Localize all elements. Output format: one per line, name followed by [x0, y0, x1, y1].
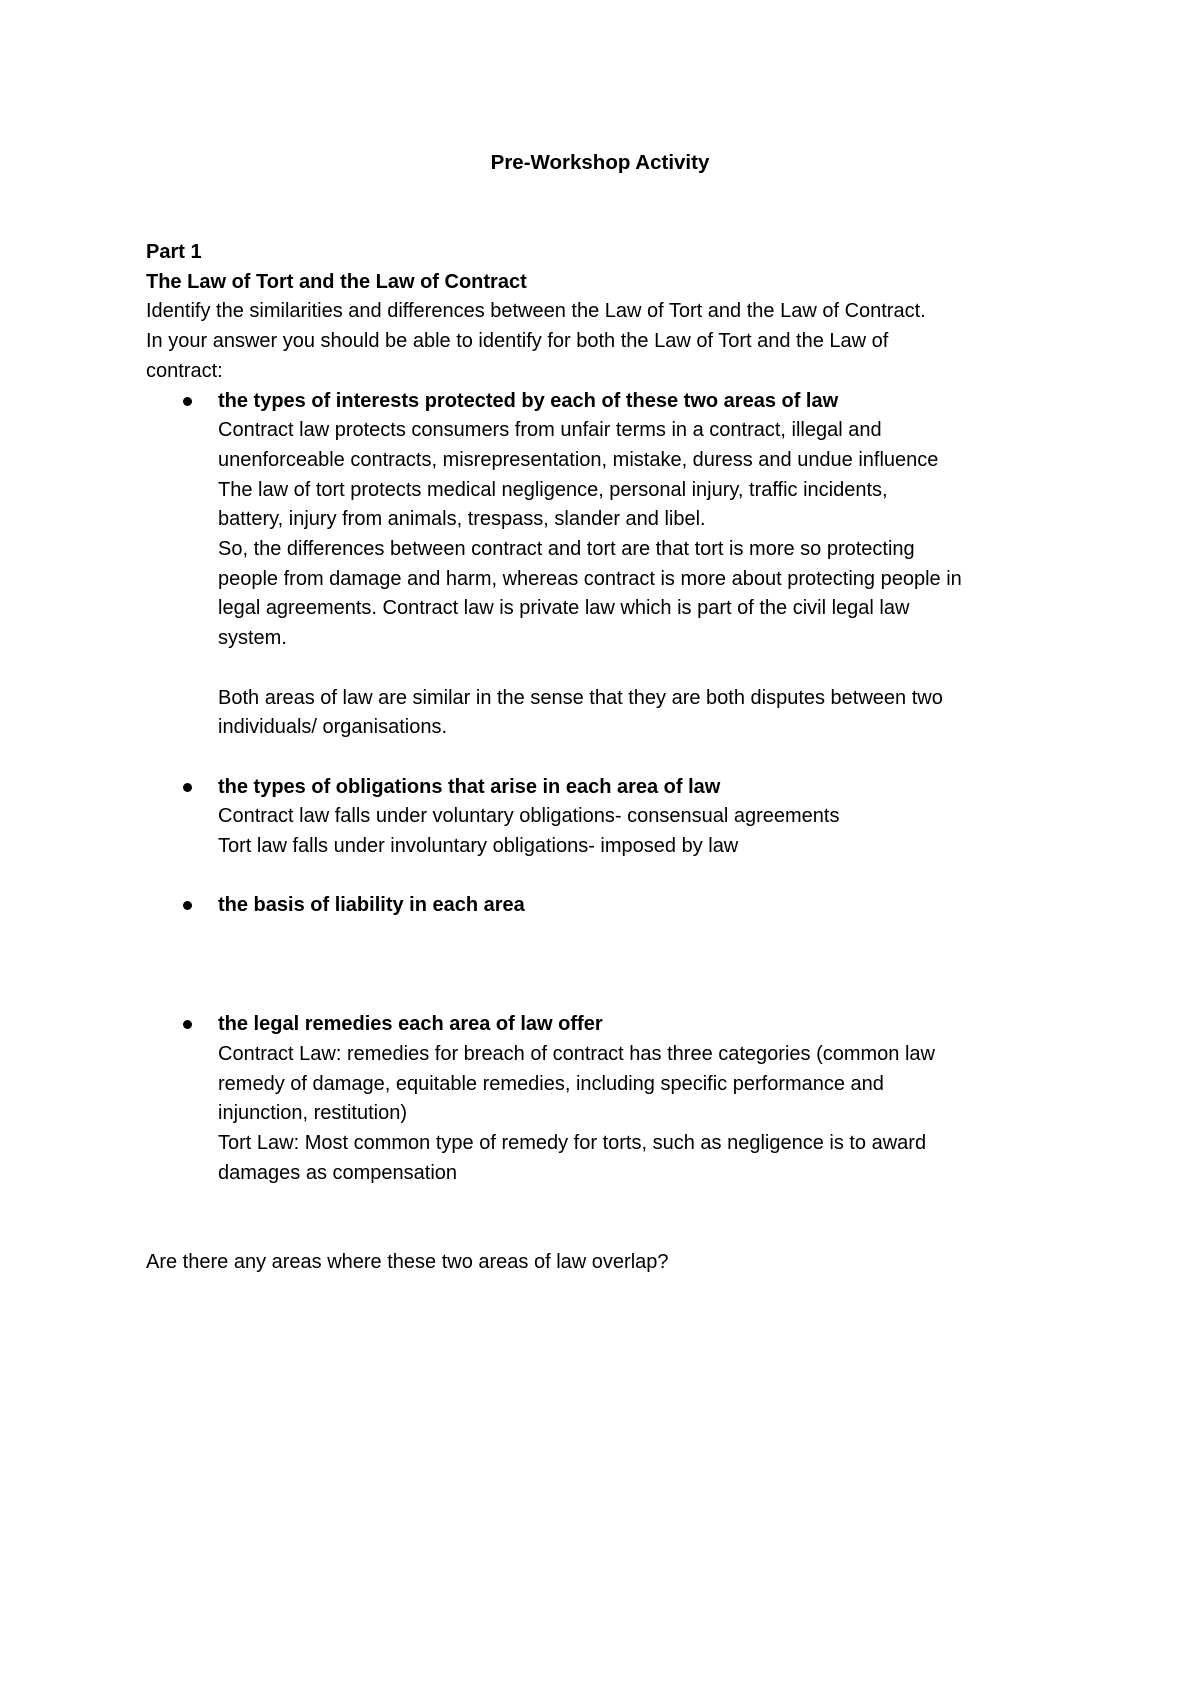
bullet-icon: [183, 901, 192, 910]
answer-line: Contract law falls under voluntary obligations- consensual agreements: [218, 805, 840, 828]
answer-line: remedy of damage, equitable remedies, including specific performance and: [218, 1072, 884, 1095]
page-title: Pre-Workshop Activity: [490, 151, 710, 174]
answer-line: people from damage and harm, whereas contract is more about protecting people in: [218, 567, 962, 590]
question-heading: the basis of liability in each area: [218, 894, 525, 917]
question-item-interests: [218, 387, 1086, 773]
answer-line: The law of tort protects medical negligence, personal injury, traffic incidents,: [218, 478, 888, 501]
answer-line: legal agreements. Contract law is private law which is part of the civil legal law: [218, 597, 910, 620]
blank-line: [146, 1188, 1086, 1218]
answer-line: Contract Law: remedies for breach of contract has three categories (common law: [218, 1042, 935, 1065]
intro-line: In your answer you should be able to identify for both the Law of Tort and the Law of: [146, 330, 889, 353]
closing-question: Are there any areas where these two areas of law overlap?: [146, 1250, 669, 1273]
blank-answer-area: [218, 921, 1086, 1010]
question-item-obligations: [218, 773, 1086, 892]
answer-line: system.: [218, 627, 287, 650]
answer-line: damages as compensation: [218, 1161, 458, 1184]
answer-line: Contract law protects consumers from unfair terms in a contract, illegal and: [218, 419, 882, 442]
question-item-remedies: [218, 1010, 1086, 1188]
blank-line: [218, 654, 1086, 684]
intro-line: contract:: [146, 359, 223, 382]
blank-line: [146, 1218, 1086, 1248]
blank-line: [218, 743, 1086, 773]
question-heading: the types of obligations that arise in each area of law: [218, 775, 721, 798]
question-item-liability: [218, 891, 1086, 1010]
answer-line: So, the differences between contract and tort are that tort is more so protecting: [218, 538, 915, 561]
answer-line: unenforceable contracts, misrepresentation, mistake, duress and undue influence: [218, 448, 939, 471]
answer-line: injunction, restitution): [218, 1102, 407, 1125]
bullet-icon: [183, 397, 192, 406]
answer-line: battery, injury from animals, trespass, slander and libel.: [218, 508, 706, 531]
bullet-icon: [183, 783, 192, 792]
document-body: [146, 238, 1086, 1277]
answer-line: Both areas of law are similar in the sense that they are both disputes between two: [218, 686, 943, 709]
question-heading: the legal remedies each area of law offer: [218, 1013, 603, 1036]
answer-line: Tort law falls under involuntary obligations- imposed by law: [218, 835, 739, 858]
blank-line: [218, 862, 1086, 892]
part-label: Part 1: [146, 241, 202, 263]
answer-line: individuals/ organisations.: [218, 716, 448, 739]
section-heading: The Law of Tort and the Law of Contract: [146, 270, 527, 293]
answer-line: Tort Law: Most common type of remedy for torts, such as negligence is to award: [218, 1131, 927, 1154]
question-heading: the types of interests protected by each of these two areas of law: [218, 389, 839, 412]
question-list: [218, 387, 1086, 1189]
intro-line: Identify the similarities and differences between the Law of Tort and the Law of Contract.: [146, 300, 926, 323]
bullet-icon: [183, 1020, 192, 1029]
